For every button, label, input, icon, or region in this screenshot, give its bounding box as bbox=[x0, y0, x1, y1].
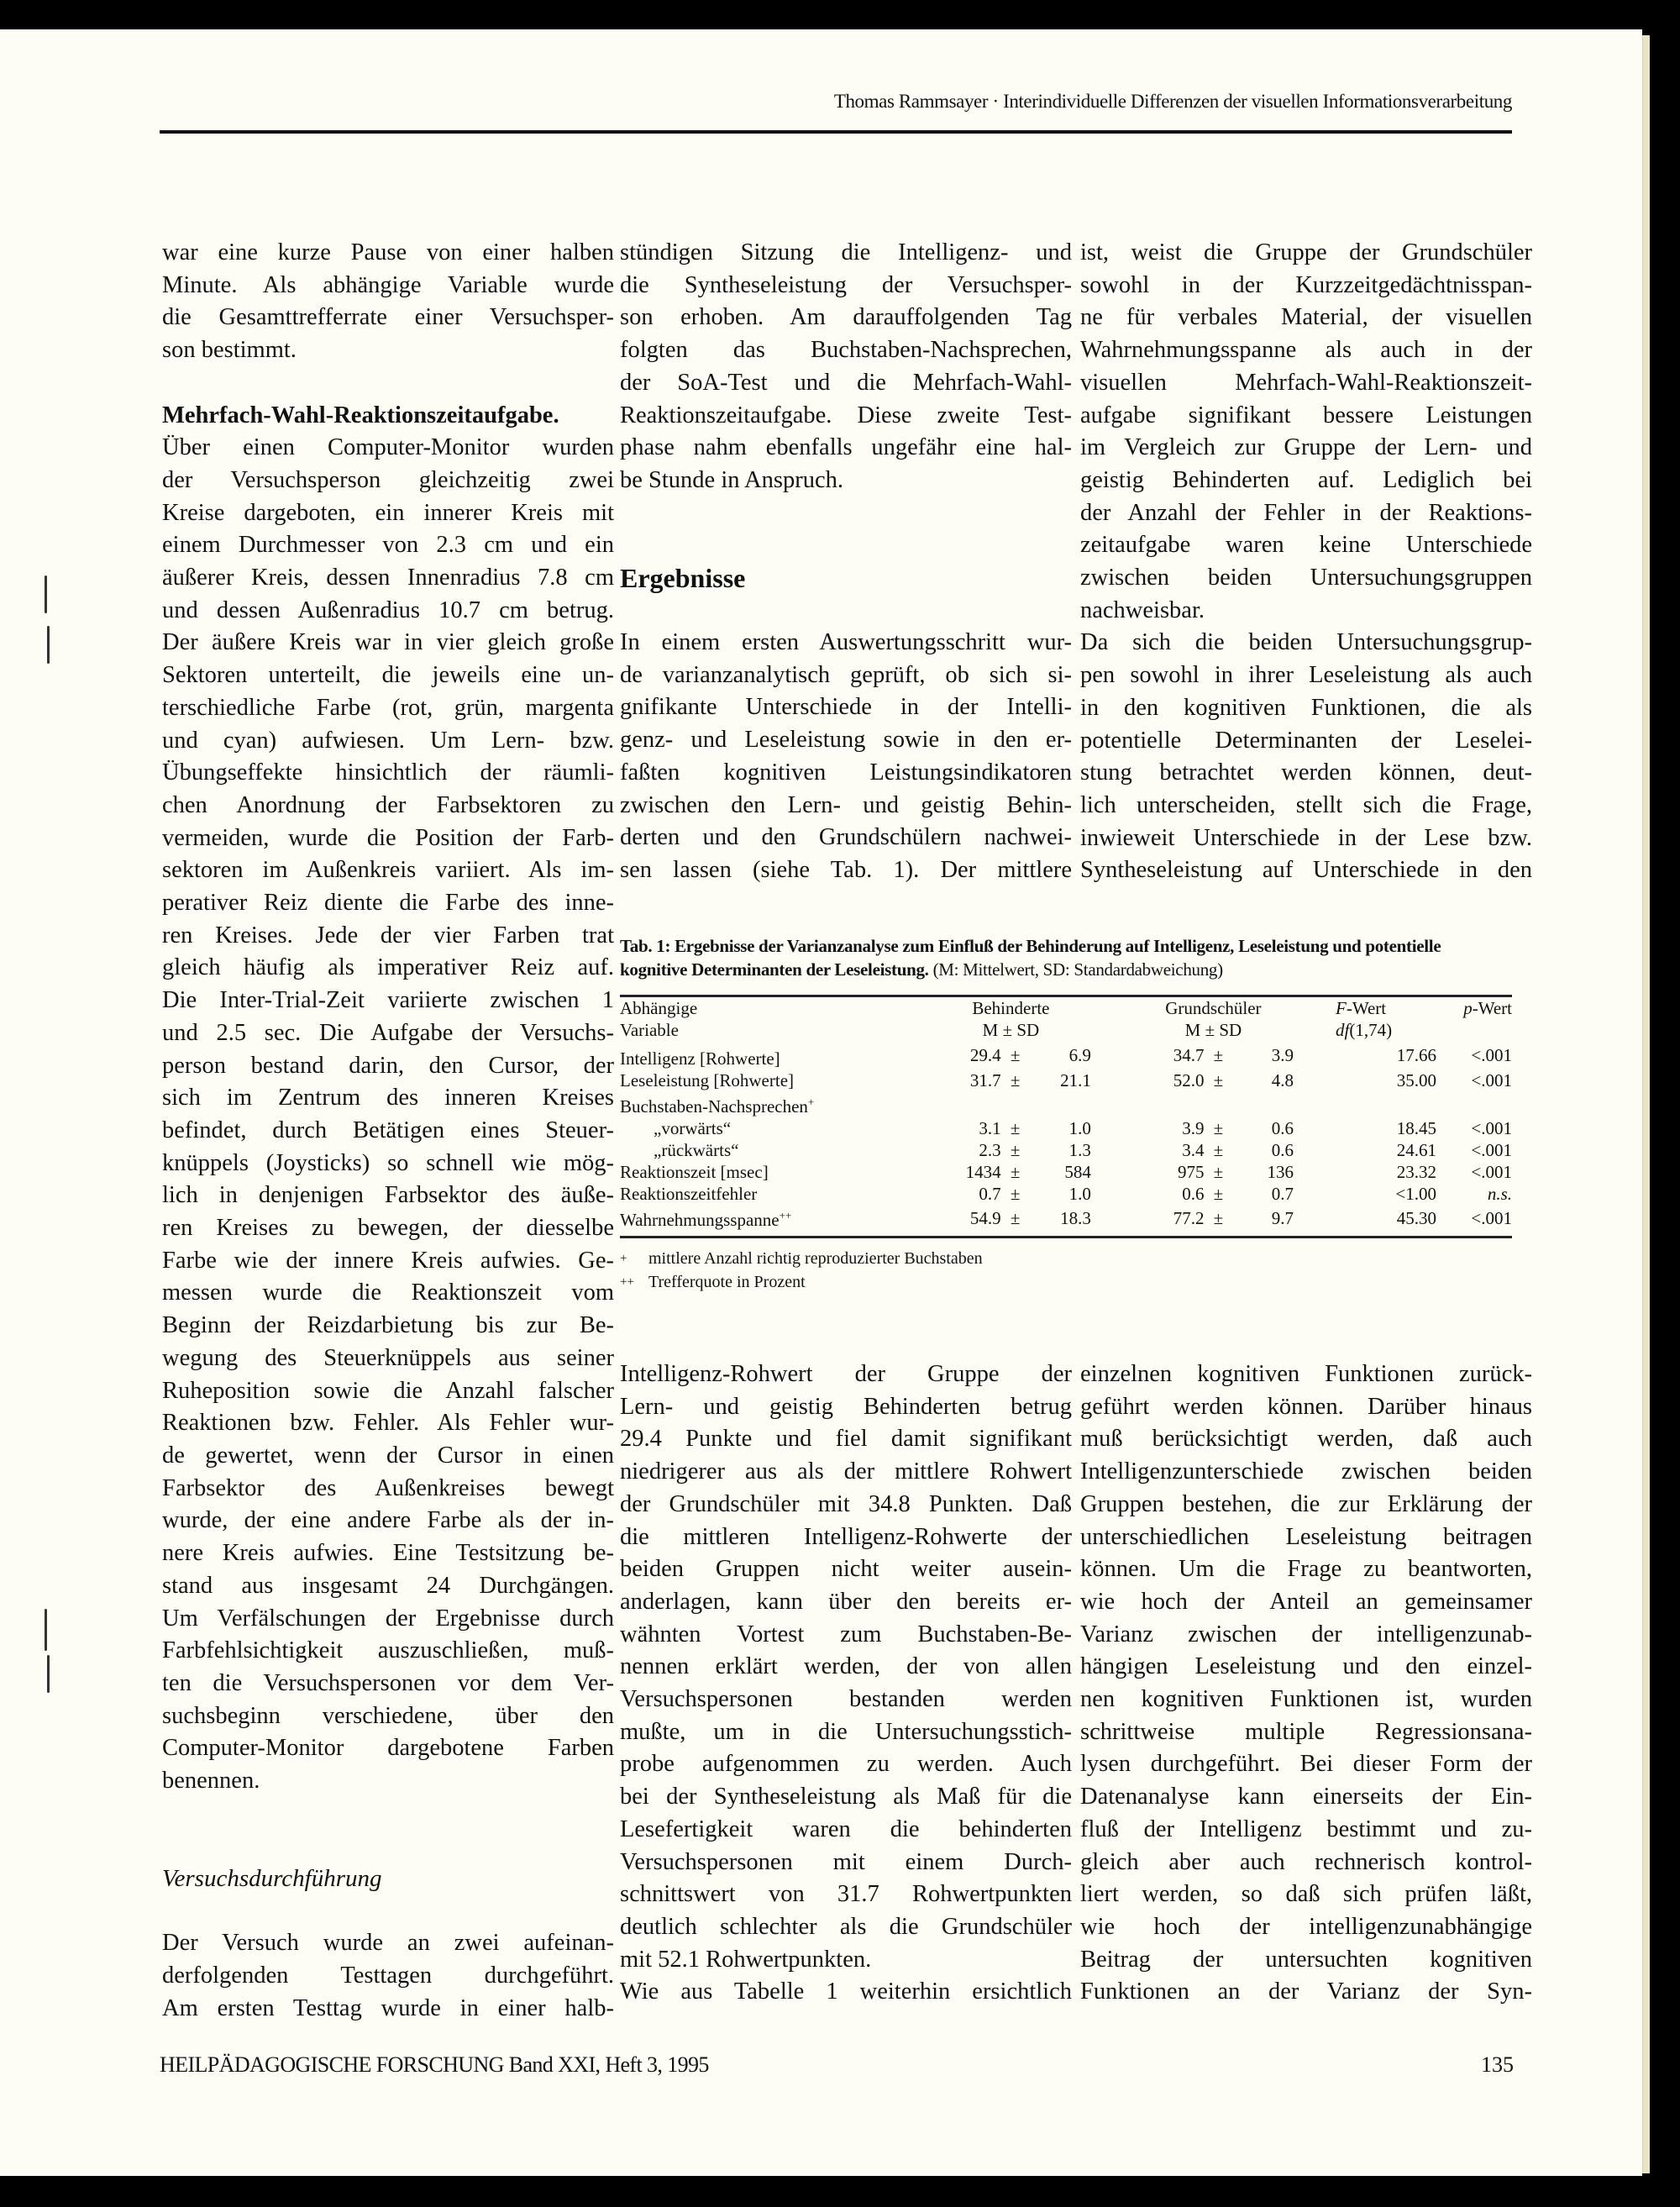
results-table bbox=[620, 997, 1512, 1236]
text-line: sowohl in der Kurzzeitgedächtnisspan- bbox=[1080, 271, 1532, 298]
text-line: Beitrag der untersuchten kognitiven bbox=[1080, 1946, 1532, 1973]
text-line: Wie aus Tabelle 1 weiterhin ersichtlich bbox=[620, 1978, 1072, 2005]
binder-hole-mark bbox=[45, 1609, 47, 1651]
text-line: genz- und Leseleistung sowie in den er- bbox=[620, 727, 1072, 754]
text-line: einem Durchmesser von 2.3 cm und ein bbox=[162, 532, 614, 559]
table-row bbox=[620, 1139, 1512, 1161]
cell-value: <.001 bbox=[1471, 1140, 1512, 1160]
binder-hole-mark bbox=[47, 1655, 50, 1693]
cell-value: ± bbox=[1010, 1070, 1021, 1090]
text-line: gleich häufig als imperativer Reiz auf. bbox=[162, 954, 614, 981]
cell-variable: Buchstaben-Nachsprechen+ bbox=[620, 1096, 815, 1117]
text-line: die Gesamttrefferrate einer Versuchsper- bbox=[162, 304, 614, 331]
cell-value: ± bbox=[1213, 1207, 1224, 1228]
cell-value: <.001 bbox=[1471, 1118, 1512, 1138]
text-line: folgten das Buchstaben-Nachsprechen, bbox=[620, 337, 1072, 364]
cell-variable: „vorwärts“ bbox=[654, 1118, 732, 1138]
text-line: ne für verbales Material, der visuellen bbox=[1080, 304, 1532, 331]
text-line: niedrigerer aus als der mittlere Rohwert bbox=[620, 1458, 1072, 1485]
text-line: phase nahm ebenfalls ungefähr eine hal- bbox=[620, 434, 1072, 461]
text-line: wegung des Steuerknüppels aus seiner bbox=[162, 1344, 614, 1371]
text-line: Der äußere Kreis war in vier gleich große bbox=[162, 629, 614, 656]
text-line: anderlagen, kann über den bereits er- bbox=[620, 1588, 1072, 1615]
cell-value bbox=[1294, 1091, 1436, 1117]
cell-value: ± bbox=[1010, 1162, 1021, 1182]
text-line: lich unterscheiden, stellt sich die Frage, bbox=[1080, 791, 1532, 818]
text-line: gleich aber auch rechnerisch kontrol- bbox=[1080, 1848, 1532, 1875]
cell-value: <.001 bbox=[1471, 1207, 1512, 1228]
footnote: ++ Trefferquote in Prozent bbox=[620, 1273, 806, 1291]
text-line: der Versuchsperson gleichzeitig zwei bbox=[162, 466, 614, 493]
text-line: der SoA-Test und die Mehrfach-Wahl- bbox=[620, 369, 1072, 396]
cell-value: ± bbox=[1213, 1140, 1224, 1160]
text-line: liert werden, so daß sich prüfen läßt, bbox=[1080, 1881, 1532, 1908]
text-line: wähnten Vortest zum Buchstaben-Be- bbox=[620, 1621, 1072, 1647]
cell-value bbox=[1133, 1091, 1205, 1117]
column-middle-bottom bbox=[620, 1358, 1072, 2009]
cell-value: 0.6 bbox=[1271, 1140, 1294, 1160]
cell-value: <.001 bbox=[1471, 1070, 1512, 1090]
text-line: der Grundschüler mit 34.8 Punkten. Daß bbox=[620, 1490, 1072, 1517]
text-line: derfolgenden Testtagen durchgeführt. bbox=[162, 1962, 614, 1989]
text-line: lysen durchgeführt. Bei dieser Form der bbox=[1080, 1751, 1532, 1778]
text-line: Lern- und geistig Behinderten betrug bbox=[620, 1393, 1072, 1420]
cell-value: 0.6 bbox=[1182, 1184, 1205, 1204]
text-line: deutlich schlechter als die Grundschüler bbox=[620, 1913, 1072, 1940]
text-line: Versuchspersonen bestanden werden bbox=[620, 1686, 1072, 1713]
cell-value: 29.4 bbox=[969, 1045, 1001, 1065]
cell-value: 34.7 bbox=[1173, 1045, 1205, 1065]
text-line: zeitaufgabe waren keine Unterschiede bbox=[1080, 532, 1532, 559]
cell-variable: Intelligenz [Rohwerte] bbox=[620, 1048, 780, 1069]
cell-value bbox=[1091, 1041, 1133, 1069]
text-line: und cyan) aufwiesen. Um Lern- bzw. bbox=[162, 727, 614, 754]
text-line: ist, weist die Gruppe der Grundschüler bbox=[1080, 239, 1532, 265]
text-line: Über einen Computer-Monitor wurden bbox=[162, 434, 614, 461]
binder-hole-mark bbox=[45, 575, 47, 613]
text-line: bei der Syntheseleistung als Maß für die bbox=[620, 1784, 1072, 1810]
text-line: schrittweise multiple Regressionsana- bbox=[1080, 1718, 1532, 1745]
text-line: suchsbeginn verschiedene, über den bbox=[162, 1702, 614, 1729]
text-line: Datenanalyse kann einerseits der Ein- bbox=[1080, 1784, 1532, 1810]
cell-value: 1.0 bbox=[1068, 1184, 1091, 1204]
cell-value: 4.8 bbox=[1271, 1070, 1294, 1090]
text-line: wie hoch der Anteil an gemeinsamer bbox=[1080, 1588, 1532, 1615]
cell-value: 31.7 bbox=[969, 1070, 1001, 1090]
cell-value bbox=[931, 1091, 1001, 1117]
text-line: gnifikante Unterschiede in der Intelli- bbox=[620, 694, 1072, 721]
cell-value: 3.9 bbox=[1182, 1118, 1205, 1138]
text-line: können. Um die Frage zu beantworten, bbox=[1080, 1556, 1532, 1583]
text-line: Farbsektor des Außenkreises bewegt bbox=[162, 1474, 614, 1501]
text-line: der Anzahl der Fehler in der Reaktions- bbox=[1080, 499, 1532, 526]
cell-value: 3.4 bbox=[1182, 1140, 1205, 1160]
text-line: war eine kurze Pause von einer halben bbox=[162, 239, 614, 265]
paragraph bbox=[620, 1976, 1072, 2009]
cell-value: 1434 bbox=[965, 1162, 1001, 1182]
subsection-heading-procedure: Versuchsdurchführung bbox=[162, 1864, 382, 1892]
text-line: Varianz zwischen der intelligenzunab- bbox=[1080, 1621, 1532, 1647]
text-line: ten die Versuchspersonen vor dem Ver- bbox=[162, 1669, 614, 1696]
cell-value: 17.66 bbox=[1396, 1045, 1436, 1065]
text-line: sektoren im Außenkreis variiert. Als im- bbox=[162, 857, 614, 884]
cell-value: <.001 bbox=[1471, 1162, 1512, 1182]
text-line: beiden Gruppen nicht weiter ausein- bbox=[620, 1556, 1072, 1583]
text-line: stand aus insgesamt 24 Durchgängen. bbox=[162, 1572, 614, 1599]
text-line: de varianzanalytisch geprüft, ob sich si- bbox=[620, 661, 1072, 688]
text-line: befindet, durch Betätigen eines Steuer- bbox=[162, 1117, 614, 1143]
cell-variable: Reaktionszeit [msec] bbox=[620, 1162, 769, 1182]
text-line: wurde, der eine andere Farbe als der in- bbox=[162, 1507, 614, 1534]
cell-value: 3.1 bbox=[979, 1118, 1001, 1138]
text-line: Computer-Monitor dargebotene Farben bbox=[162, 1735, 614, 1762]
running-header: Thomas Rammsayer · Interindividuelle Differenzen der visuellen Informationsverarbeitung bbox=[833, 91, 1512, 112]
column-middle-top bbox=[620, 237, 1072, 887]
text-line: In einem ersten Auswertungsschritt wur- bbox=[620, 629, 1072, 656]
paragraph bbox=[162, 1927, 614, 2025]
cell-value bbox=[1204, 1091, 1232, 1117]
header-group-disabled: Behinderte M ± SD bbox=[972, 998, 1050, 1040]
cell-value: 136 bbox=[1267, 1162, 1294, 1182]
text-line: nachweisbar. bbox=[1080, 596, 1205, 623]
text-line: Übungseffekte hinsichtlich der räumli- bbox=[162, 759, 614, 786]
column-right-top bbox=[1080, 237, 1532, 887]
text-line: lich in denjenigen Farbsektor des äuße- bbox=[162, 1182, 614, 1209]
text-line: mußte, um in die Untersuchungsstich- bbox=[620, 1718, 1072, 1745]
text-line: Ruheposition sowie die Anzahl falscher bbox=[162, 1377, 614, 1404]
cell-value: 9.7 bbox=[1271, 1207, 1294, 1228]
text-line: Versuchspersonen mit einem Durch- bbox=[620, 1848, 1072, 1875]
text-line: ren Kreises zu bewegen, der diesselbe bbox=[162, 1215, 614, 1242]
text-line: äußerer Kreis, dessen Innenradius 7.8 cm bbox=[162, 565, 614, 591]
text-line: nennen erklärt werden, der von allen bbox=[620, 1653, 1072, 1680]
cell-value: ± bbox=[1213, 1118, 1224, 1138]
text-line: Sektoren unterteilt, die jeweils eine un- bbox=[162, 662, 614, 689]
cell-value: 1.0 bbox=[1068, 1118, 1091, 1138]
table-row bbox=[620, 1205, 1512, 1236]
text-line: Die Inter-Trial-Zeit variierte zwischen 1 bbox=[162, 987, 614, 1014]
cell-value: ± bbox=[1213, 1045, 1224, 1065]
header-rule bbox=[160, 130, 1512, 134]
text-line: stündigen Sitzung die Intelligenz- und bbox=[620, 239, 1072, 265]
text-line: hängigen Leseleistung und den einzel- bbox=[1080, 1653, 1532, 1680]
text-line: terschiedliche Farbe (rot, grün, margenta bbox=[162, 694, 614, 721]
text-line: potentielle Determinanten der Leselei- bbox=[1080, 727, 1532, 754]
cell-value: n.s. bbox=[1487, 1184, 1512, 1204]
paragraph bbox=[620, 237, 1072, 497]
cell-variable: „rückwärts“ bbox=[654, 1140, 739, 1160]
text-line: muß berücksichtigt werden, daß auch bbox=[1080, 1426, 1532, 1453]
cell-value: 18.3 bbox=[1060, 1207, 1091, 1228]
cell-variable: Wahrnehmungsspanne++ bbox=[620, 1209, 792, 1230]
paragraph bbox=[620, 1358, 1072, 1976]
cell-value bbox=[1091, 1091, 1133, 1117]
column-right-bottom bbox=[1080, 1358, 1532, 2009]
text-line: Syntheseleistung auf Unterschiede in den bbox=[1080, 857, 1532, 884]
cell-value bbox=[1091, 1183, 1133, 1205]
text-line: Der Versuch wurde an zwei aufeinan- bbox=[162, 1930, 614, 1957]
cell-value: 0.6 bbox=[1271, 1118, 1294, 1138]
cell-value: ± bbox=[1010, 1184, 1021, 1204]
text-line: zwischen beiden Untersuchungsgruppen bbox=[1080, 565, 1532, 591]
binder-hole-mark bbox=[47, 626, 50, 664]
cell-value: ± bbox=[1213, 1184, 1224, 1204]
section-heading-reaction-task: Mehrfach-Wahl-Reaktionszeitaufgabe. bbox=[162, 402, 559, 428]
text-line: geistig Behinderten auf. Lediglich bei bbox=[1080, 466, 1532, 493]
text-line: nen kognitiven Funktionen ist, wurden bbox=[1080, 1686, 1532, 1713]
table-row bbox=[620, 1117, 1512, 1139]
cell-value: 3.9 bbox=[1271, 1045, 1294, 1065]
cell-value bbox=[1030, 1091, 1091, 1117]
header-variable: Abhängige Variable bbox=[620, 998, 698, 1040]
text-line: geführt werden können. Darüber hinaus bbox=[1080, 1393, 1532, 1420]
text-line: Minute. Als abhängige Variable wurde bbox=[162, 271, 614, 298]
cell-value: ± bbox=[1010, 1118, 1021, 1138]
paragraph bbox=[1080, 627, 1532, 887]
cell-value bbox=[1001, 1091, 1030, 1117]
cell-value: 77.2 bbox=[1173, 1207, 1205, 1228]
table-1 bbox=[620, 934, 1512, 1294]
cell-value: 35.00 bbox=[1396, 1070, 1436, 1090]
text-line: Farbfehlsichtigkeit auszuschließen, muß- bbox=[162, 1637, 614, 1664]
cell-variable: Leseleistung [Rohwerte] bbox=[620, 1070, 795, 1090]
cell-value bbox=[1436, 1091, 1512, 1117]
cell-value: ± bbox=[1010, 1045, 1021, 1065]
text-line: mit 52.1 Rohwertpunkten. bbox=[620, 1946, 872, 1973]
table-header-row bbox=[620, 997, 1512, 1041]
text-line: die Syntheseleistung der Versuchsper- bbox=[620, 271, 1072, 298]
cell-value: 0.7 bbox=[979, 1184, 1001, 1204]
paragraph bbox=[1080, 237, 1532, 627]
text-line: ren Kreises. Jede der vier Farben trat bbox=[162, 922, 614, 948]
text-line: derten und den Grundschülern nachwei- bbox=[620, 824, 1072, 851]
text-line: Reaktionen bzw. Fehler. Als Fehler wur- bbox=[162, 1410, 614, 1437]
paragraph bbox=[162, 432, 614, 1798]
page-edge bbox=[1642, 35, 1650, 2173]
text-line: vermeiden, wurde die Position der Farb- bbox=[162, 824, 614, 851]
cell-value: 6.9 bbox=[1068, 1045, 1091, 1065]
header-group-primary: Grundschüler M ± SD bbox=[1165, 998, 1262, 1040]
cell-value: ± bbox=[1010, 1140, 1021, 1160]
cell-value: 1.3 bbox=[1068, 1140, 1091, 1160]
text-line: be Stunde in Anspruch. bbox=[620, 466, 843, 493]
text-line: Intelligenzunterschiede zwischen beiden bbox=[1080, 1458, 1532, 1485]
section-heading-results: Ergebnisse bbox=[620, 562, 746, 593]
cell-value: 2.3 bbox=[979, 1140, 1001, 1160]
text-line: Kreise dargeboten, ein innerer Kreis mit bbox=[162, 499, 614, 526]
text-line: die mittleren Intelligenz-Rohwerte der bbox=[620, 1523, 1072, 1550]
table-row bbox=[620, 1183, 1512, 1205]
text-line: aufgabe signifikant bessere Leistungen bbox=[1080, 402, 1532, 428]
text-line: benennen. bbox=[162, 1768, 260, 1795]
cell-variable: Reaktionszeitfehler bbox=[620, 1184, 758, 1204]
text-line: Um Verfälschungen der Ergebnisse durch bbox=[162, 1605, 614, 1632]
table-row bbox=[620, 1041, 1512, 1069]
text-line: nere Kreis aufwies. Eine Testsitzung be- bbox=[162, 1540, 614, 1567]
text-line: chen Anordnung der Farbsektoren zu bbox=[162, 791, 614, 818]
text-line: fluß der Intelligenz bestimmt und zu- bbox=[1080, 1816, 1532, 1842]
cell-value bbox=[1091, 1205, 1133, 1236]
cell-value bbox=[1091, 1069, 1133, 1091]
cell-value: 18.45 bbox=[1396, 1118, 1436, 1138]
table-row bbox=[620, 1091, 1512, 1117]
text-line: Farbe wie der innere Kreis aufwies. Ge- bbox=[162, 1247, 614, 1274]
text-line: faßten kognitiven Leistungsindikatoren bbox=[620, 759, 1072, 786]
cell-value: 21.1 bbox=[1060, 1070, 1091, 1090]
text-line: pen sowohl in ihrer Leseleistung als auch bbox=[1080, 662, 1532, 689]
text-line: im Vergleich zur Gruppe der Lern- und bbox=[1080, 434, 1532, 461]
text-line: Funktionen an der Varianz der Syn- bbox=[1080, 1978, 1532, 2005]
cell-value: 52.0 bbox=[1173, 1070, 1205, 1090]
text-line: son erhoben. Am darauffolgenden Tag bbox=[620, 304, 1072, 331]
footnote: + mittlere Anzahl richtig reproduzierter Buchstaben bbox=[620, 1249, 983, 1268]
text-line: Am ersten Testtag wurde in einer halb- bbox=[162, 1994, 614, 2021]
cell-value: 23.32 bbox=[1396, 1162, 1436, 1182]
cell-value bbox=[1232, 1091, 1294, 1117]
cell-value: 45.30 bbox=[1396, 1207, 1436, 1228]
text-line: und dessen Außenradius 10.7 cm betrug. bbox=[162, 596, 614, 623]
text-line: messen wurde die Reaktionszeit vom bbox=[162, 1280, 614, 1306]
text-line: person bestand darin, den Cursor, der bbox=[162, 1052, 614, 1079]
table-caption: Tab. 1: Ergebnisse der Varianzanalyse zum Einfluß der Behinderung auf Intelligenz, Leseleistung und potentielle kognitive Determinanten der Leseleistung. (M: Mittelwert, SD: Standardabweichung) bbox=[620, 936, 1441, 980]
text-line: schnittswert von 31.7 Rohwertpunkten bbox=[620, 1881, 1072, 1908]
text-line: Intelligenz-Rohwert der Gruppe der bbox=[620, 1361, 1072, 1387]
text-line: Lesefertigkeit waren die behinderten bbox=[620, 1816, 1072, 1842]
cell-value: 975 bbox=[1177, 1162, 1205, 1182]
header-f-value: F-Wert df(1,74) bbox=[1336, 998, 1393, 1040]
text-line: stung betrachtet werden können, deut- bbox=[1080, 759, 1532, 786]
text-line: und 2.5 sec. Die Aufgabe der Versuchs- bbox=[162, 1019, 614, 1046]
cell-value: 24.61 bbox=[1396, 1140, 1436, 1160]
table-footnotes bbox=[620, 1247, 1512, 1294]
text-line: perativer Reiz diente die Farbe des inne- bbox=[162, 890, 614, 917]
cell-value: <.001 bbox=[1471, 1045, 1512, 1065]
text-line: einzelnen kognitiven Funktionen zurück- bbox=[1080, 1361, 1532, 1387]
table-row bbox=[620, 1069, 1512, 1091]
text-line: knüppels (Joysticks) so schnell wie mög- bbox=[162, 1149, 614, 1176]
text-line: in den kognitiven Funktionen, die als bbox=[1080, 694, 1532, 721]
cell-value: ± bbox=[1213, 1162, 1224, 1182]
paragraph bbox=[1080, 1358, 1532, 2009]
text-line: Da sich die beiden Untersuchungsgrup- bbox=[1080, 629, 1532, 656]
cell-value: 584 bbox=[1064, 1162, 1091, 1182]
table-bottom-rule bbox=[620, 1236, 1512, 1238]
paragraph bbox=[162, 237, 614, 367]
text-line: sich im Zentrum des inneren Kreises bbox=[162, 1085, 614, 1111]
column-left bbox=[162, 237, 614, 2025]
cell-value: ± bbox=[1010, 1207, 1021, 1228]
table-row bbox=[620, 1161, 1512, 1183]
text-line: Beginn der Reizdarbietung bis zur Be- bbox=[162, 1312, 614, 1339]
text-line: unterschiedlichen Leseleistung beitragen bbox=[1080, 1523, 1532, 1550]
journal-footer: HEILPÄDAGOGISCHE FORSCHUNG Band XXI, Heft 3, 1995 bbox=[160, 2052, 709, 2077]
text-line: visuellen Mehrfach-Wahl-Reaktionszeit- bbox=[1080, 369, 1532, 396]
cell-value bbox=[1091, 1161, 1133, 1183]
text-line: sen lassen (siehe Tab. 1). Der mittlere bbox=[620, 856, 1072, 883]
text-line: son bestimmt. bbox=[162, 337, 297, 364]
cell-value: 54.9 bbox=[969, 1207, 1001, 1228]
text-line: 29.4 Punkte und fiel damit signifikant bbox=[620, 1426, 1072, 1453]
cell-value bbox=[1091, 1139, 1133, 1161]
header-p-value: p-Wert bbox=[1463, 998, 1512, 1018]
text-line: probe aufgenommen zu werden. Auch bbox=[620, 1751, 1072, 1778]
paragraph bbox=[620, 627, 1072, 887]
text-line: Reaktionszeitaufgabe. Diese zweite Test- bbox=[620, 402, 1072, 428]
cell-value: ± bbox=[1213, 1070, 1224, 1090]
text-line: Wahrnehmungsspanne als auch in der bbox=[1080, 337, 1532, 364]
text-line: wie hoch der intelligenzunabhängige bbox=[1080, 1913, 1532, 1940]
text-line: de gewertet, wenn der Cursor in einen bbox=[162, 1442, 614, 1469]
cell-value bbox=[1091, 1117, 1133, 1139]
page-number: 135 bbox=[1481, 2052, 1514, 2077]
text-line: Gruppen bestehen, die zur Erklärung der bbox=[1080, 1490, 1532, 1517]
cell-value: 0.7 bbox=[1271, 1184, 1294, 1204]
text-line: zwischen den Lern- und geistig Behin- bbox=[620, 791, 1072, 818]
cell-value: <1.00 bbox=[1395, 1184, 1436, 1204]
text-line: inwieweit Unterschiede in der Lese bzw. bbox=[1080, 824, 1532, 851]
